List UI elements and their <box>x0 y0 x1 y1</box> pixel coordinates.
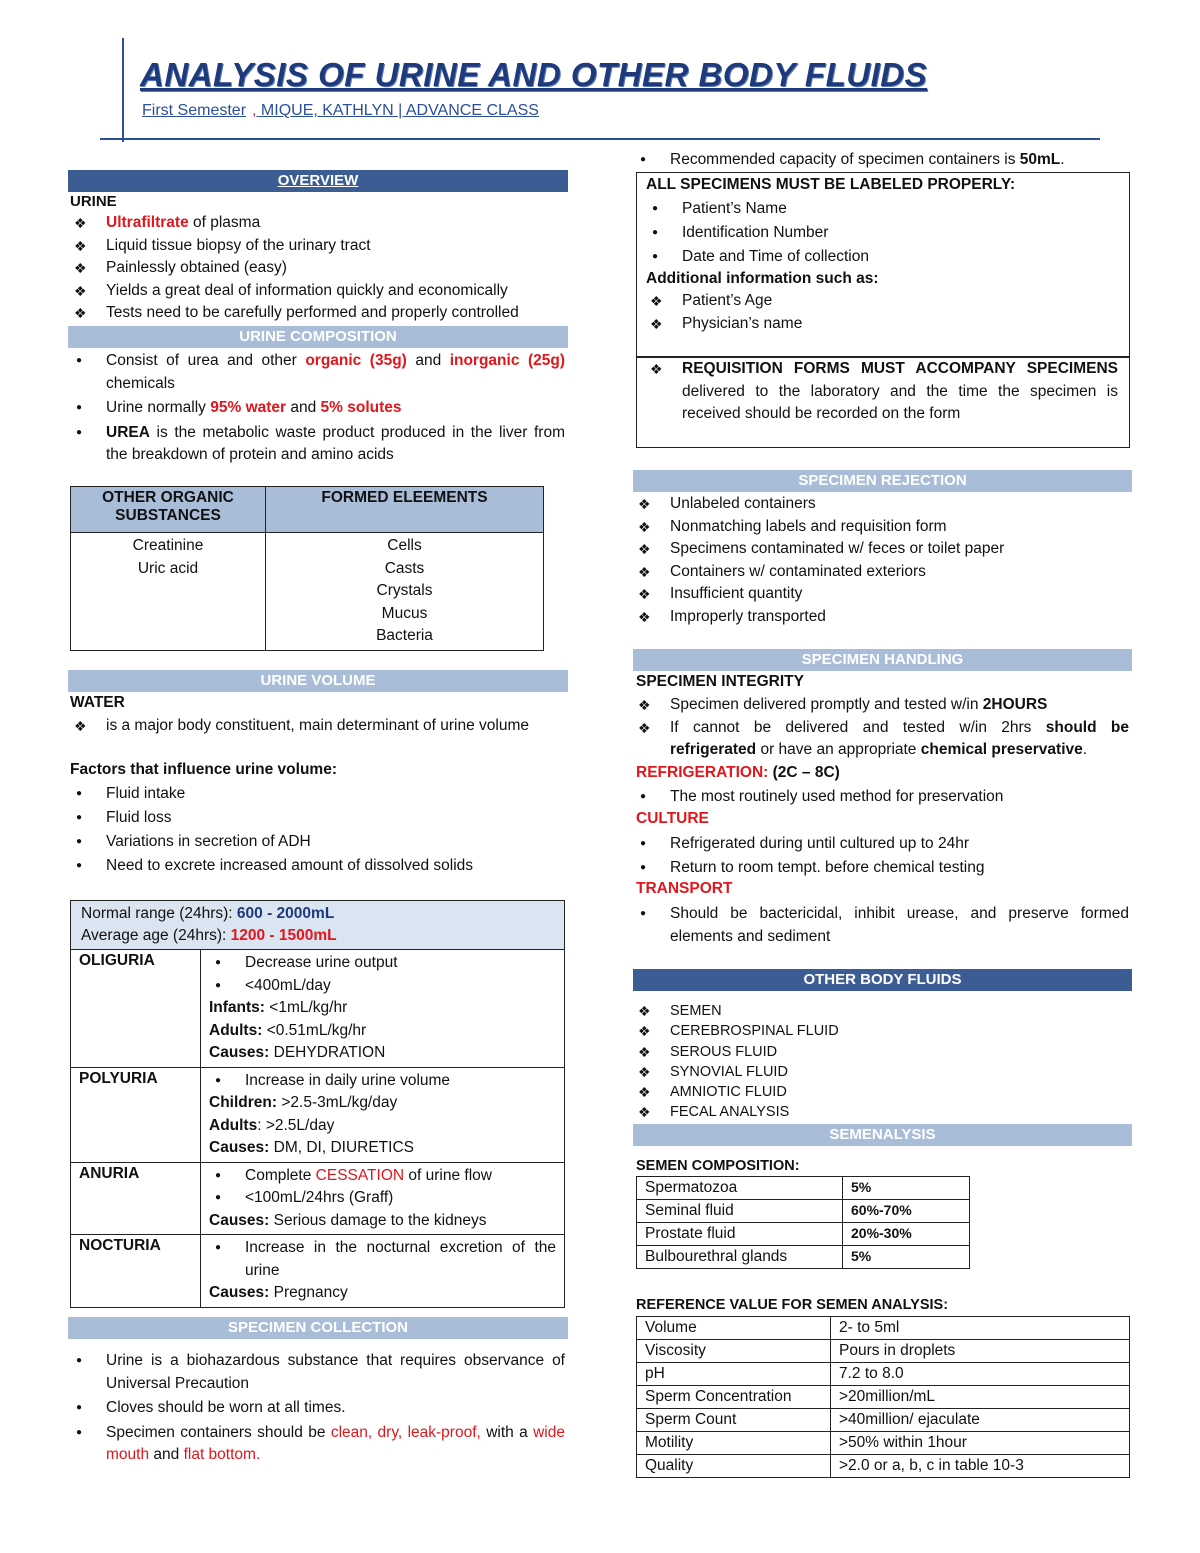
list-item: ● Refrigerated during until cultured up to 24hr <box>634 832 1129 856</box>
table-row <box>637 1432 1130 1455</box>
transport-list <box>634 903 1129 948</box>
table-row <box>637 1200 970 1223</box>
list-item: ❖ AMNIOTIC FLUID <box>634 1082 1129 1102</box>
list-item: ● Fluid intake <box>70 782 568 806</box>
table-cell: Creatinine Uric acid <box>71 533 266 651</box>
urine-volume-table <box>70 900 565 1308</box>
table-row <box>637 1223 970 1246</box>
table-row <box>637 1340 1130 1363</box>
table-cell: >50% within 1hour <box>831 1432 1130 1455</box>
list-item: ● Cloves should be worn at all times. <box>70 1397 565 1420</box>
table-cell: >2.0 or a, b, c in table 10-3 <box>831 1455 1130 1478</box>
list-item: ● Variations in secretion of ADH <box>70 830 568 854</box>
other-fluids-list <box>634 1001 1129 1123</box>
table-cell: Prostate fluid <box>637 1223 843 1246</box>
table-cell: Volume <box>637 1317 831 1340</box>
list-item: ❖ Tests need to be carefully performed and properly controlled <box>70 302 568 325</box>
header-rule <box>100 138 1100 140</box>
table-row <box>637 1386 1130 1409</box>
table-row <box>637 1363 1130 1386</box>
table-cell: Cells Casts Crystals Mucus Bacteria <box>266 533 544 651</box>
table-row <box>637 1317 1130 1340</box>
table-cell: 5% <box>843 1246 970 1269</box>
list-item: ❖ Specimens contaminated w/ feces or toilet paper <box>634 538 1129 561</box>
collection-list <box>70 1350 565 1467</box>
specimen-rejection-bar: SPECIMEN REJECTION <box>633 470 1132 492</box>
anuria-label: ANURIA <box>71 1162 201 1235</box>
list-item: ❖ Patient’s Age <box>646 290 1116 313</box>
list-item: ❖ SEROUS FLUID <box>634 1042 1129 1062</box>
table-cell: 5% <box>843 1177 970 1200</box>
list-item: ❖ SYNOVIAL FLUID <box>634 1062 1129 1082</box>
nocturia-label: NOCTURIA <box>71 1235 201 1308</box>
list-item: ❖ Specimen delivered promptly and tested w/in 2HOURS <box>634 694 1129 717</box>
list-item: ❖ If cannot be delivered and tested w/in 2hrs should be refrigerated or have an appropriate chemical preservative. <box>634 717 1129 762</box>
semen-reference-table <box>636 1316 1130 1478</box>
overview-bar: OVERVIEW <box>68 170 568 192</box>
urine-composition-bar: URINE COMPOSITION <box>68 326 568 348</box>
table-cell: Quality <box>637 1455 831 1478</box>
composition-list <box>70 350 565 467</box>
list-item: ❖ FECAL ANALYSIS <box>634 1102 1129 1122</box>
page-subtitle <box>142 102 539 120</box>
semenalysis-bar: SEMENALYSIS <box>633 1124 1132 1146</box>
rejection-list <box>634 493 1129 628</box>
list-item: ❖ Improperly transported <box>634 606 1129 629</box>
other-body-fluids-bar: OTHER BODY FLUIDS <box>633 969 1132 991</box>
culture-list <box>634 832 1129 880</box>
table-cell: 60%-70% <box>843 1200 970 1223</box>
list-item: ● Identification Number <box>646 221 1116 245</box>
list-item: ❖ REQUISITION FORMS MUST ACCOMPANY SPECIMENS delivered to the laboratory and the time the specimen is received should be recorded on the form <box>646 358 1118 426</box>
page-title: ANALYSIS OF URINE AND OTHER BODY FLUIDS <box>140 56 928 93</box>
specimen-handling-bar: SPECIMEN HANDLING <box>633 649 1132 671</box>
semen-composition-table <box>636 1176 970 1269</box>
table-cell: Motility <box>637 1432 831 1455</box>
table-cell: 20%-30% <box>843 1223 970 1246</box>
subtitle-separator: , <box>252 102 257 119</box>
refrigeration-heading: REFRIGERATION: (2C – 8C) <box>636 764 840 781</box>
list-item: ❖ Liquid tissue biopsy of the urinary tract <box>70 235 568 258</box>
nocturia-details: ● Increase in the nocturnal excretion of the urine Causes: Pregnancy <box>201 1235 565 1308</box>
table-cell: Spermatozoa <box>637 1177 843 1200</box>
water-heading: WATER <box>70 694 125 711</box>
table-cell: Sperm Concentration <box>637 1386 831 1409</box>
table-cell: pH <box>637 1363 831 1386</box>
table-cell: Sperm Count <box>637 1409 831 1432</box>
specimen-collection-bar: SPECIMEN COLLECTION <box>68 1317 568 1339</box>
list-item: ● Fluid loss <box>70 806 568 830</box>
list-item: ❖ Painlessly obtained (easy) <box>70 257 568 280</box>
table-row <box>637 1246 970 1269</box>
list-item: ● Patient’s Name <box>646 197 1116 221</box>
list-item: ● Return to room tempt. before chemical testing <box>634 856 1129 880</box>
normal-range: Normal range (24hrs): 600 - 2000mL <box>81 905 335 922</box>
average-range: Average age (24hrs): 1200 - 1500mL <box>81 927 337 944</box>
list-item: ❖ CEREBROSPINAL FLUID <box>634 1021 1129 1041</box>
transport-heading: TRANSPORT <box>636 880 733 897</box>
labeling-list <box>646 197 1116 269</box>
polyuria-label: POLYURIA <box>71 1067 201 1162</box>
list-item: ❖ Containers w/ contaminated exteriors <box>634 561 1129 584</box>
factors-heading: Factors that influence urine volume: <box>70 761 337 778</box>
table-row <box>637 1455 1130 1478</box>
list-item: ● Consist of urea and other organic (35g) and inorganic (25g) chemicals <box>70 350 565 395</box>
list-item: ❖ Nonmatching labels and requisition form <box>634 516 1129 539</box>
table-cell: 2- to 5ml <box>831 1317 1130 1340</box>
list-item: ❖ Physician’s name <box>646 313 1116 336</box>
table-cell: Pours in droplets <box>831 1340 1130 1363</box>
integrity-list <box>634 694 1129 762</box>
polyuria-details: ● Increase in daily urine volume Children: >2.5-3mL/kg/day Adults: >2.5L/day Causes: DM, DI, DIURETICS <box>201 1067 565 1162</box>
list-item: ● The most routinely used method for preservation <box>634 786 1129 809</box>
list-item: ● Need to excrete increased amount of dissolved solids <box>70 854 568 878</box>
table-header: OTHER ORGANIC SUBSTANCES <box>71 487 266 533</box>
list-item: ❖ SEMEN <box>634 1001 1129 1021</box>
culture-heading: CULTURE <box>636 810 709 827</box>
factors-list <box>70 782 568 878</box>
urine-heading: URINE <box>70 193 117 210</box>
table-cell: Viscosity <box>637 1340 831 1363</box>
header-vertical-rule <box>122 38 124 142</box>
list-item: ❖ Insufficient quantity <box>634 583 1129 606</box>
semester-label: First Semester <box>142 102 247 119</box>
requisition-list <box>646 358 1118 426</box>
normal-range-cell <box>71 901 565 950</box>
list-item: ❖ Unlabeled containers <box>634 493 1129 516</box>
semen-reference-heading: REFERENCE VALUE FOR SEMEN ANALYSIS: <box>636 1297 949 1313</box>
labeling-heading: ALL SPECIMENS MUST BE LABELED PROPERLY: <box>646 176 1016 193</box>
table-cell: >40million/ ejaculate <box>831 1409 1130 1432</box>
list-item: ● Specimen containers should be clean, dry, leak-proof, with a wide mouth and flat bottom. <box>70 1422 565 1467</box>
additional-heading: Additional information such as: <box>646 270 879 287</box>
composition-table <box>70 486 544 651</box>
table-row <box>637 1177 970 1200</box>
list-item: ❖ Ultrafiltrate of plasma <box>70 212 568 235</box>
list-item: ❖ is a major body constituent, main determinant of urine volume <box>70 715 568 738</box>
list-item: ● Date and Time of collection <box>646 245 1116 269</box>
table-cell: >20million/mL <box>831 1386 1130 1409</box>
oliguria-details: ● Decrease urine output ● <400mL/day Infants: <1mL/kg/hr Adults: <0.51mL/kg/hr Causes: DEHYDRATION <box>201 950 565 1068</box>
urine-volume-bar: URINE VOLUME <box>68 670 568 692</box>
table-cell: Seminal fluid <box>637 1200 843 1223</box>
capacity-list <box>634 149 1129 172</box>
anuria-details: ● Complete CESSATION of urine flow ● <100mL/24hrs (Graff) Causes: Serious damage to the kidneys <box>201 1162 565 1235</box>
table-row <box>637 1409 1130 1432</box>
list-item: ● UREA is the metabolic waste product produced in the liver from the breakdown of protein and amino acids <box>70 422 565 467</box>
list-item: ● Should be bactericidal, inhibit urease, and preserve formed elements and sediment <box>634 903 1129 948</box>
table-cell: 7.2 to 8.0 <box>831 1363 1130 1386</box>
list-item: ● Recommended capacity of specimen containers is 50mL. <box>634 149 1129 172</box>
oliguria-label: OLIGURIA <box>71 950 201 1068</box>
refrigeration-list <box>634 786 1129 809</box>
semen-composition-heading: SEMEN COMPOSITION: <box>636 1158 800 1174</box>
integrity-heading: SPECIMEN INTEGRITY <box>636 673 804 690</box>
additional-list <box>646 290 1116 335</box>
list-item: ● Urine normally 95% water and 5% solutes <box>70 397 565 420</box>
author-class: MIQUE, KATHLYN | ADVANCE CLASS <box>260 102 539 119</box>
list-item: ● Urine is a biohazardous substance that requires observance of Universal Precaution <box>70 1350 565 1395</box>
list-item: ❖ Yields a great deal of information quickly and economically <box>70 280 568 303</box>
overview-list <box>70 212 568 325</box>
table-cell: Bulbourethral glands <box>637 1246 843 1269</box>
table-header: FORMED ELEEMENTS <box>266 487 544 533</box>
water-list <box>70 715 568 738</box>
